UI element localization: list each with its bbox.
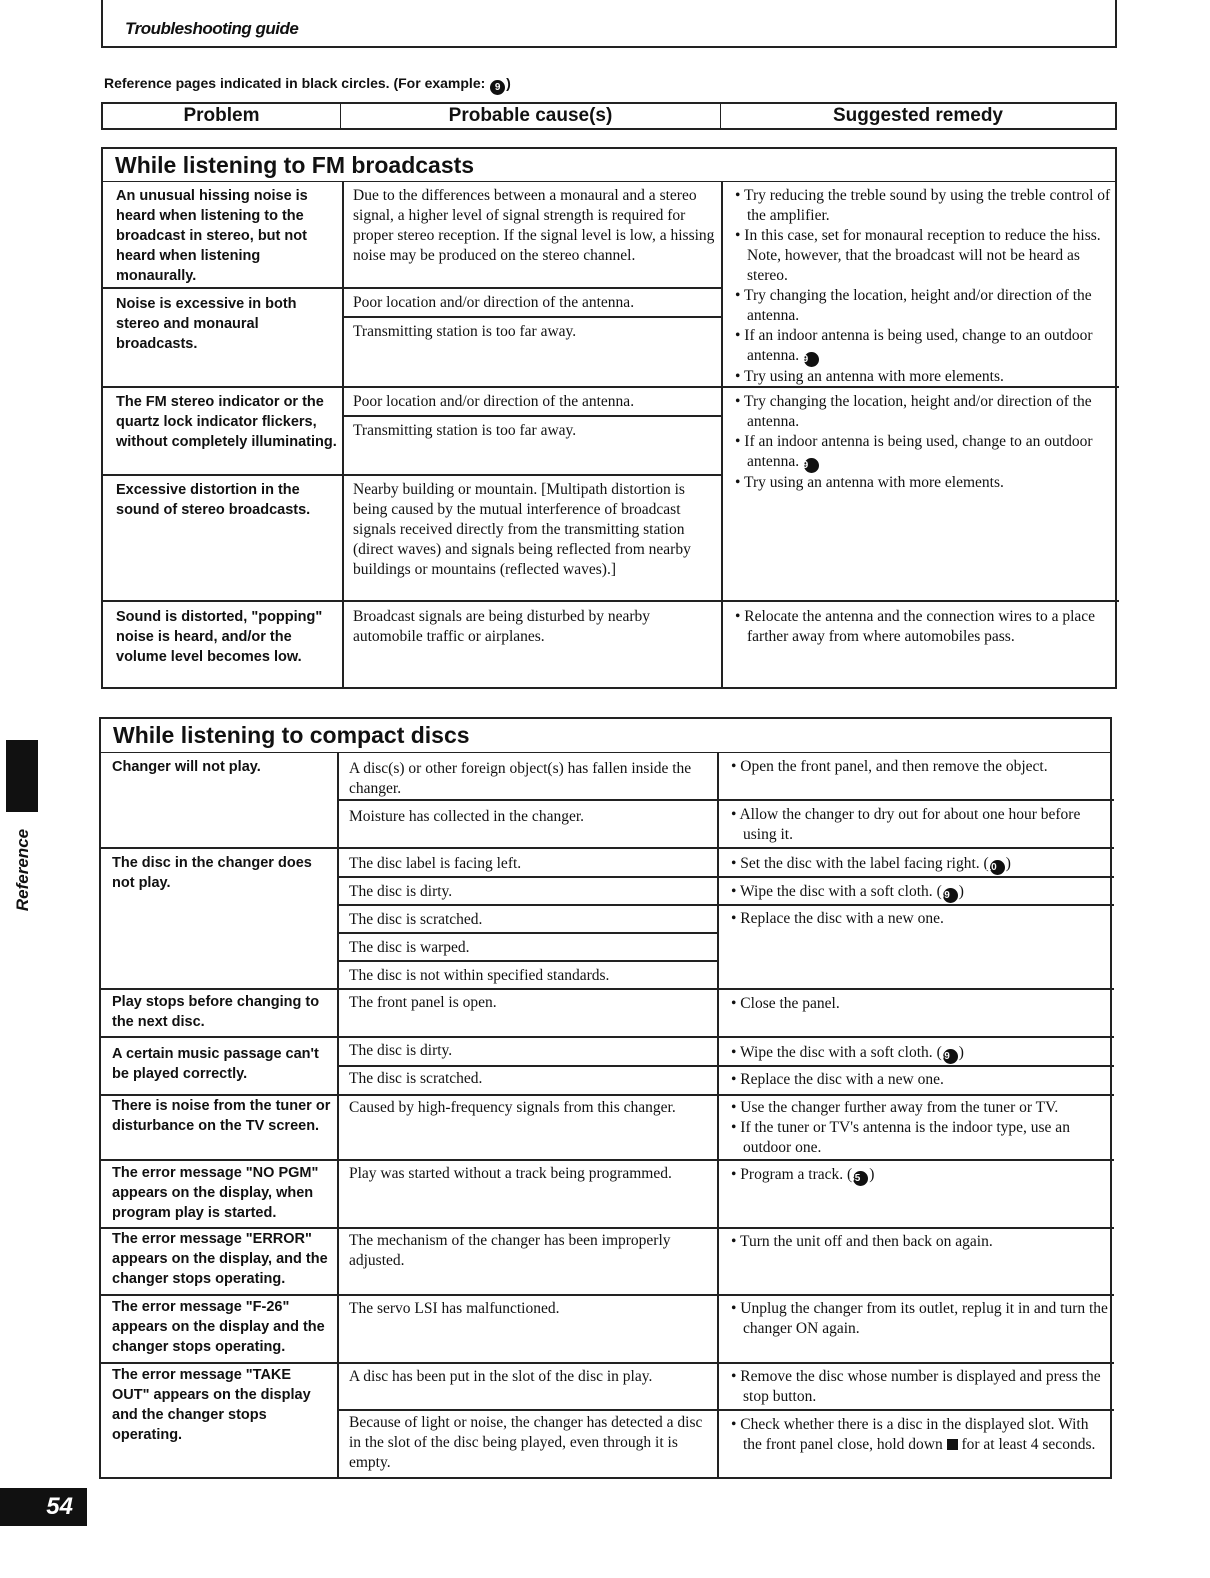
cd-cause-2d: The disc is warped.: [349, 939, 470, 956]
fm-section-title: While listening to FM broadcasts: [103, 149, 1115, 182]
fm-problem-5: Sound is distorted, "popping" noise is heard, and/or the volume level becomes low.: [116, 609, 323, 665]
fm-cause-4: Nearby building or mountain. [Multipath distortion is being caused by the mutual interference of broadcast signals received directly from the transmitting station (direct waves) and signals being reflected from nearby buildings or mountains (reflected waves).]: [353, 481, 691, 578]
cd-problem-8: The error message "F-26" appears on the display and the changer stops operating.: [112, 1299, 325, 1355]
cd-cause-8: The servo LSI has malfunctioned.: [349, 1300, 560, 1317]
cd-cause-2b: The disc is dirty.: [349, 883, 453, 900]
cd-cause-4a: The disc is dirty.: [349, 1042, 453, 1059]
cd-problem-5: There is noise from the tuner or disturbance on the TV screen.: [112, 1098, 331, 1134]
cd-cause-1b: Moisture has collected in the changer.: [349, 808, 585, 825]
cd-cause-7: The mechanism of the changer has been improperly adjusted.: [349, 1232, 671, 1269]
cd-remedy-9a: • Remove the disc whose number is displayed and press the stop button.: [731, 1368, 1101, 1405]
cd-remedy-2b: • Wipe the disc with a soft cloth. (49 ): [731, 883, 964, 901]
fm-remedy-5: • Relocate the antenna and the connection wires to a place farther away from where automobiles pass.: [735, 608, 1096, 645]
fm-problem-2: Noise is excessive in both stereo and monaural broadcasts.: [116, 296, 297, 352]
ref-circle-icon: 9: [490, 80, 505, 95]
fm-cause-3a: Poor location and/or direction of the antenna.: [353, 393, 635, 410]
cd-cause-3: The front panel is open.: [349, 994, 497, 1011]
column-remedy: Suggested remedy: [833, 105, 1003, 126]
fm-problem-3: The FM stereo indicator or the quartz lock indicator flickers, without completely illuminating.: [116, 394, 337, 450]
cd-remedy-4a: • Wipe the disc with a soft cloth. (49 ): [731, 1044, 964, 1062]
cd-cause-9a: A disc has been put in the slot of the disc in play.: [349, 1368, 653, 1385]
column-cause: Probable cause(s): [341, 104, 721, 128]
cd-remedy-1b: • Allow the changer to dry out for about one hour before using it.: [731, 806, 1081, 843]
ref-circle-icon: 10: [990, 860, 1005, 875]
cd-remedy-5: • Use the changer further away from the tuner or TV. • If the tuner or TV's antenna is the indoor type, use an outdoor one.: [731, 1099, 1070, 1156]
cd-problem-9: The error message "TAKE OUT" appears on the display and the changer stops operating.: [112, 1367, 311, 1443]
cd-cause-2e: The disc is not within specified standards.: [349, 967, 610, 984]
fm-problem-1: An unusual hissing noise is heard when listening to the broadcast in stereo, but not heard when listening monaurally.: [116, 188, 308, 284]
cd-remedy-9b: • Check whether there is a disc in the displayed slot. With the front panel close, hold down for at least 4 seconds.: [731, 1416, 1096, 1453]
cd-cause-5: Caused by high-frequency signals from this changer.: [349, 1099, 676, 1116]
cd-problem-6: The error message "NO PGM" appears on the display, when program play is started.: [112, 1165, 319, 1221]
cd-cause-2a: The disc label is facing left.: [349, 855, 522, 872]
fm-remedy-2: • Try changing the location, height and/or direction of the antenna. • If an indoor antenna is being used, change to an outdoor antenna. 9 • Try using an antenna with more elements.: [735, 287, 1093, 385]
ref-circle-icon: 49: [943, 1049, 958, 1064]
cd-section: [99, 717, 1112, 1479]
page-header-frame: [101, 0, 1117, 48]
cd-problem-7: The error message "ERROR" appears on the display, and the changer stops operating.: [112, 1231, 328, 1287]
cd-remedy-2c: • Replace the disc with a new one.: [731, 910, 944, 927]
fm-section: [101, 147, 1117, 689]
side-label: Reference: [13, 828, 32, 912]
column-header-row: [101, 102, 1117, 130]
cd-cause-6: Play was started without a track being programmed.: [349, 1165, 672, 1182]
fm-remedy-3: • Try changing the location, height and/or direction of the antenna. • If an indoor antenna is being used, change to an outdoor antenna. 9 • Try using an antenna with more elements.: [735, 393, 1093, 491]
fm-cause-3b: Transmitting station is too far away.: [353, 422, 577, 439]
fm-cause-5: Broadcast signals are being disturbed by nearby automobile traffic or airplanes.: [353, 608, 650, 645]
cd-remedy-2a: • Set the disc with the label facing right. (10 ): [731, 855, 1011, 873]
page-title: Troubleshooting guide: [125, 19, 299, 38]
ref-circle-icon: 49: [943, 888, 958, 903]
cd-remedy-1a: • Open the front panel, and then remove the object.: [731, 758, 1048, 775]
cd-problem-3: Play stops before changing to the next disc.: [112, 994, 320, 1030]
cd-remedy-8: • Unplug the changer from its outlet, replug it in and turn the changer ON again.: [731, 1300, 1108, 1337]
cd-cause-9b: Because of light or noise, the changer has detected a disc in the slot of the disc being played, even through it is empty.: [349, 1414, 703, 1471]
cd-section-title: While listening to compact discs: [101, 719, 1110, 753]
reference-note: Reference pages indicated in black circles. (For example: 9 ): [104, 75, 511, 93]
column-problem: Problem: [103, 104, 341, 128]
side-tab-marker: [6, 740, 38, 812]
ref-circle-icon: 9: [804, 352, 819, 367]
cd-remedy-6: • Program a track. (35 ): [731, 1166, 875, 1184]
fm-cause-2b: Transmitting station is too far away.: [353, 323, 577, 340]
cd-remedy-3: • Close the panel.: [731, 995, 840, 1012]
cd-problem-4: A certain music passage can't be played correctly.: [112, 1046, 319, 1082]
stop-square-icon: [947, 1439, 958, 1450]
cd-cause-4b: The disc is scratched.: [349, 1070, 483, 1087]
cd-remedy-4b: • Replace the disc with a new one.: [731, 1071, 944, 1088]
fm-remedy-1: • Try reducing the treble sound by using the treble control of the amplifier. • In this case, set for monaural reception to reduce the hiss. Note, however, that the broadcast will not be heard as stereo.: [735, 187, 1111, 284]
ref-circle-icon: 35: [853, 1171, 868, 1186]
cd-problem-2: The disc in the changer does not play.: [112, 855, 312, 891]
fm-cause-2a: Poor location and/or direction of the antenna.: [353, 294, 635, 311]
fm-problem-4: Excessive distortion in the sound of stereo broadcasts.: [116, 482, 311, 518]
cd-cause-1a: A disc(s) or other foreign object(s) has fallen inside the changer.: [349, 760, 692, 797]
page-number: 54: [0, 1488, 87, 1526]
ref-circle-icon: 9: [804, 458, 819, 473]
fm-cause-1: Due to the differences between a monaural and a stereo signal, a higher level of signal strength is required for proper stereo reception. If the signal level is low, a hissing noise may be produced on the stereo channel.: [353, 187, 715, 264]
cd-cause-2c: The disc is scratched.: [349, 911, 483, 928]
cd-remedy-7: • Turn the unit off and then back on again.: [731, 1233, 993, 1250]
cd-problem-1: Changer will not play.: [112, 759, 261, 775]
